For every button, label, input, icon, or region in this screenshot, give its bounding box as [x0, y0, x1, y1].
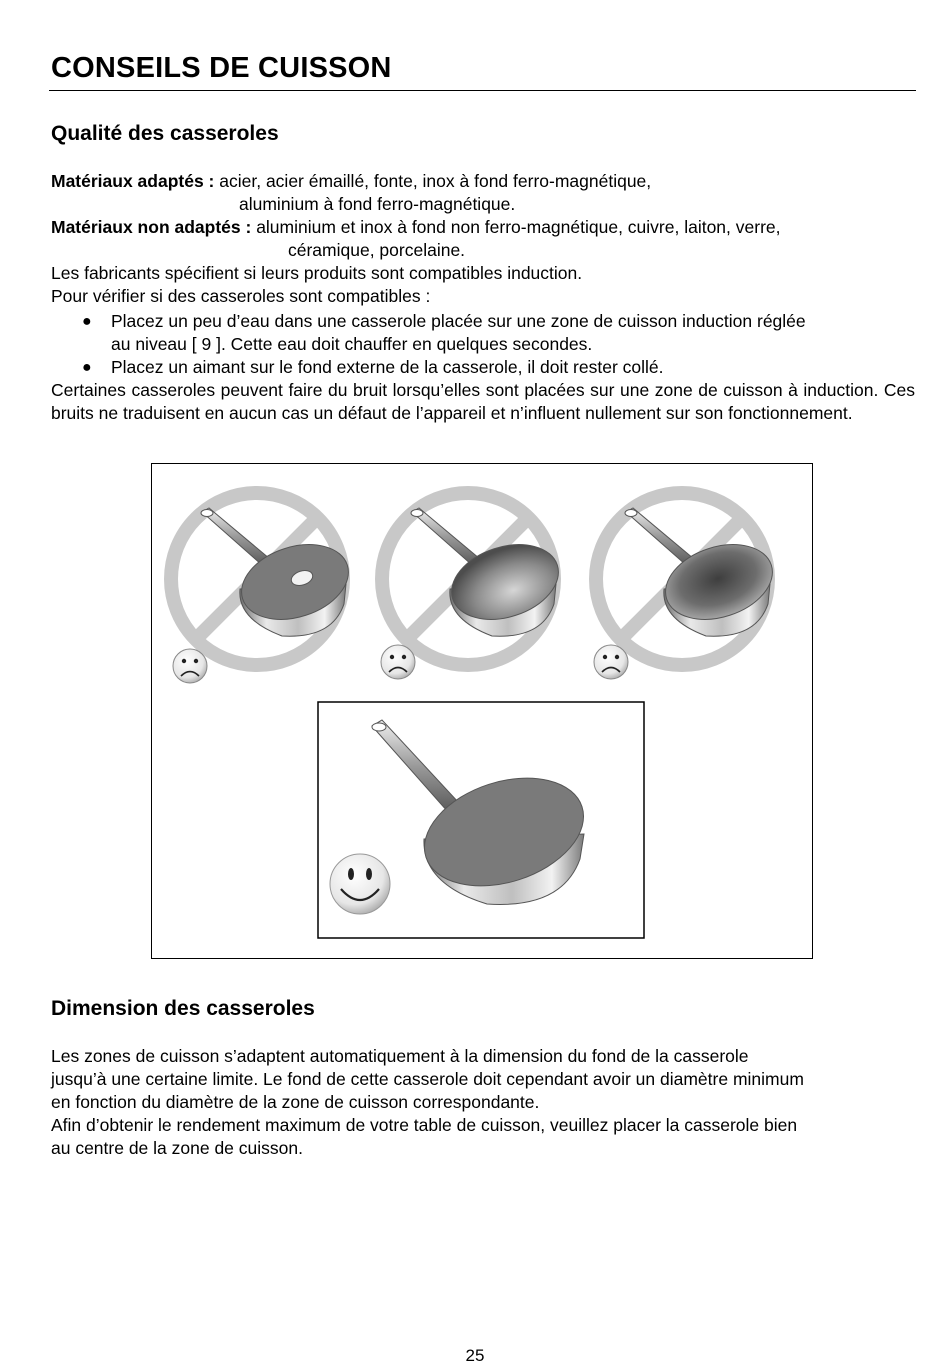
frying-pan-icon: [202, 508, 270, 565]
pan-size-line3: en fonction du diamètre de la zone de cuisson correspondante.: [51, 1092, 540, 1112]
frying-pan-icon: [412, 508, 480, 565]
non-adapted-materials-text: aluminium et inox à fond non ferro-magnétique, cuivre, laiton, verre,: [251, 217, 781, 237]
page-title: CONSEILS DE CUISSON: [51, 52, 392, 84]
frying-pan-icon: [626, 508, 694, 565]
bullet-dot-icon: ●: [82, 359, 92, 376]
pan-size-line5: au centre de la zone de cuisson.: [51, 1138, 303, 1158]
non-adapted-materials-line: [51, 216, 781, 239]
pan-size-line4: Afin d’obtenir le rendement maximum de votre table de cuisson, veuillez placer la casserole bien: [51, 1115, 798, 1135]
smiley-face-icon: [330, 854, 390, 914]
page-number: 25: [465, 1346, 485, 1365]
section-heading-pan-quality: Qualité des casseroles: [51, 122, 279, 145]
verify-intro: Pour vérifier si des casseroles sont compatibles :: [51, 286, 431, 306]
non-adapted-materials-cont: céramique, porcelaine.: [288, 240, 466, 260]
pan-illustration: [152, 464, 811, 957]
bullet-magnet-line: Placez un aimant sur le fond externe de la casserole, il doit rester collé.: [111, 357, 664, 377]
pan-size-line1: Les zones de cuisson s’adaptent automatiquement à la dimension du fond de la casserole: [51, 1046, 749, 1066]
non-adapted-materials-label: Matériaux non adaptés :: [51, 217, 252, 237]
title-divider: [49, 90, 916, 91]
manufacturers-note: Les fabricants spécifient si leurs produits sont compatibles induction.: [51, 263, 583, 283]
sad-face-icon: [173, 649, 207, 683]
bullet-water-line2: au niveau [ 9 ]. Cette eau doit chauffer en quelques secondes.: [111, 334, 593, 354]
bullet-dot-icon: ●: [82, 313, 92, 330]
bullet-water-line1: Placez un peu d’eau dans une casserole placée sur une zone de cuisson induction réglée: [111, 311, 806, 331]
pan-concave-bottom: [381, 493, 568, 679]
sad-face-icon: [381, 645, 415, 679]
adapted-materials-label: Matériaux adaptés :: [51, 171, 215, 191]
pan-convex-bottom: [594, 493, 782, 679]
adapted-materials-cont: aluminium à fond ferro-magnétique.: [239, 194, 516, 214]
sad-face-icon: [594, 645, 628, 679]
pan-size-line2: jusqu’à une certaine limite. Le fond de cette casserole doit cependant avoir un diamètre minimum: [51, 1069, 804, 1089]
adapted-materials-text: acier, acier émaillé, fonte, inox à fond ferro-magnétique,: [214, 171, 652, 191]
frying-pan-icon: [372, 720, 460, 812]
section-heading-pan-size: Dimension des casseroles: [51, 997, 315, 1020]
noise-paragraph: Certaines casseroles peuvent faire du bruit lorsqu’elles sont placées sur une zone de cuisson à induction. Ces bruits ne traduisent en aucun cas un défaut de l’appareil et n’influent nullement sur son fonctionnement.: [51, 380, 915, 423]
adapted-materials-line: [51, 170, 651, 193]
pan-compatibility-figure: [151, 463, 813, 959]
pan-with-hole: [171, 493, 358, 683]
pan-flat-bottom-correct: [318, 702, 644, 938]
